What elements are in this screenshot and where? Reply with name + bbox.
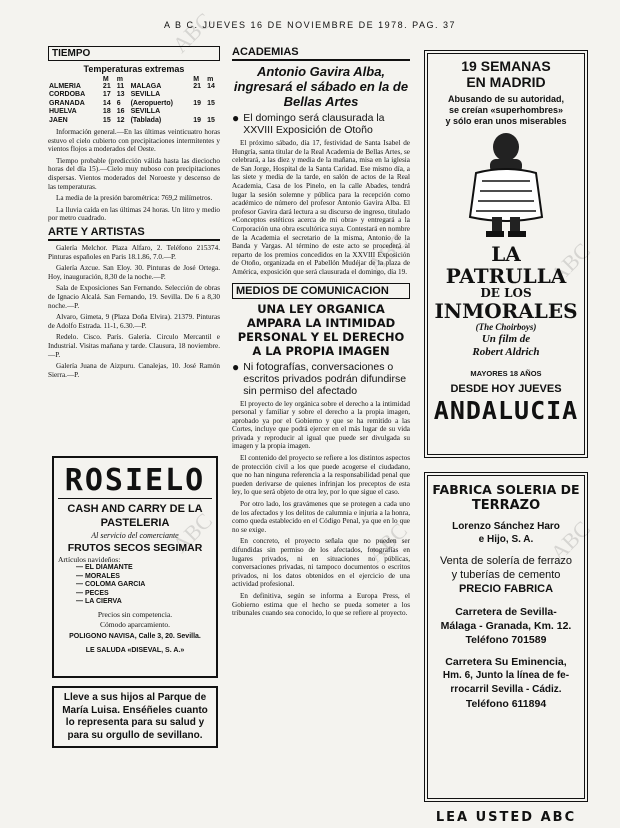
list-item: — LA CIERVA — [76, 598, 122, 605]
medios-para: En concreto, el proyecto señala que no pueden ser difundidas sin permiso de los afectados, fotografías en lugares privados, ni en situaciones no públicas, conversaciones privadas, ni tampoco documentos o escritos privados, ni los datos obtenidos en el ejercicio de una actividad profesional. — [232, 537, 410, 589]
watermark: ABC — [362, 227, 413, 278]
col-max: M — [102, 76, 109, 83]
table-row: ALMERIA 21 11 MALAGA 21 14 — [49, 83, 215, 90]
fabrica-line: Carretera Su Eminencia, — [445, 656, 567, 668]
temperature-table — [48, 76, 220, 125]
medios-para: El contenido del proyecto se refiere a los distintos aspectos de protección civil a los que puede acogerse el ciudadano, que no han ninguna referencia a la responsabilidad penal que pueden derivarse de quienes infrinjan los preceptos de esta ley, lo que será objeto de otra ley, por lo que sigue el caso. — [232, 454, 410, 497]
rosielo-line5: Artículos navideños: — [58, 555, 121, 564]
movie-title-3: INMORALES — [434, 299, 578, 323]
lea-usted-abc: LEA USTED ABC — [435, 810, 577, 825]
tiempo-para: La lluvia caída en las últimas 24 horas. Un litro y medio por metro cuadrado. — [48, 205, 220, 223]
academias-para: El próximo sábado, día 17, festividad de Santa Isabel de Hungría, santa titular de la Real Academia de Bellas Artes, se celebrará, a las diez y media de la mañana, misa en la iglesia de San Jorge, Hospital de la Santa Caridad. Ese mismo día, a las siete y media de la tarde, en salón de actos de la Real Academia, Casa de los Pinelo, en la calle Abades, tendrá lugar la sesión solemne y pública para la recepción como académico de número del profesor Antonio Gavira Alba. El profesor Gavira dará lectura a su discurso de ingreso, titulado «Conceptos estéticos acerca de mi obra» y entregará a la Corporación una obra escultórica suya. Contestará en nombre de la Academia el secretario de la misma, Antonio de la Banda y Vargas. Al término de este acto se procederá al reparto de los premios concedidos en la XXVIII Exposición de Otoño, organizada en el Pabellón Mudéjar de la plaza de América, exposición que será clausurada el domingo, día 19. — [232, 139, 410, 276]
tiempo-body — [48, 128, 220, 223]
medios-headline: UNA LEY ORGANICA AMPARA LA INTIMIDAD PERSONAL Y EL DERECHO A LA PROPIA IMAGEN — [237, 301, 405, 358]
arte-para: Galería Melchor. Plaza Alfaro, 2. Teléfono 215374. Pinturas españoles en Paris 18.1.86, 7.0.—P. — [48, 243, 220, 261]
table-row: GRANADA 14 6 (Aeropuerto) 19 15 — [49, 99, 215, 107]
col-max-2: M — [193, 76, 200, 83]
fabrica-line: Málaga - Granada, Km. 12. — [440, 620, 572, 632]
rosielo-items — [58, 564, 212, 607]
list-item: — COLOMA GARCIA — [76, 581, 146, 588]
fabrica-line: Teléfono 701589 — [465, 634, 547, 646]
semanas-line: se creían «superhombres» — [448, 105, 564, 115]
academias-bullet-text: El domingo será clausurada la XXVIII Exposición de Otoño — [243, 112, 385, 136]
fabrica-line: y tuberías de cemento — [451, 569, 561, 581]
fabrica-line: rrocarril Sevilla - Cádiz. — [450, 684, 562, 695]
tiempo-para: Tiempo probable (predicción válida hasta las dieciocho horas del día 15).—Cielo muy nuboso con precipitaciones dispersas. Vientos moderados del Noroeste y descenso de las temperaturas. — [48, 156, 220, 191]
bullet-icon: ● — [232, 359, 240, 374]
semanas-line: Abusando de su autoridad, — [447, 94, 564, 104]
medios-para: En definitiva, según se informa a Europa Press, el Gobierno estima que el hecho se pueda someter a los tribunales cuando sea conocido, lo que se refiere al proyecto. — [232, 591, 410, 618]
col-min: m — [116, 76, 123, 83]
rosielo-line7: Cómodo aparcamiento. — [100, 619, 170, 629]
list-item: — EL DIAMANTE — [76, 564, 133, 571]
medios-body — [232, 399, 413, 618]
lleve-ad — [52, 686, 218, 748]
col-min-2: m — [207, 76, 214, 83]
rosielo-line9: LE SALUDA «DISEVAL, S. A.» — [85, 646, 185, 654]
arte-body — [48, 244, 220, 379]
release-day: DESDE HOY JUEVES — [450, 383, 562, 395]
medios-para: El proyecto de ley orgánica sobre el derecho a la intimidad personal y familiar y sobre el derecho a la propia imagen, aprobado ya por el Gobierno y que se ha remitido a las Cortes, incluye que podrá ejercer en el más lugar de su vida privada y reproducir al igual que puede ser divulgada su imagen y la propia imagen. — [232, 399, 410, 451]
page-header: A B C. JUEVES 16 DE NOVIEMBRE DE 1978. PAG. 37 — [164, 20, 456, 30]
list-item: — MORALES — [76, 572, 120, 580]
watermark: ABC — [545, 237, 596, 288]
column-left — [48, 46, 220, 382]
semanas-line: EN MADRID — [466, 74, 546, 90]
table-row: HUELVA 18 16 SEVILLA — [49, 108, 161, 116]
semanas-line: y sólo eran unos miserables — [445, 116, 567, 126]
medios-para: Por otro lado, los gravámenes que se protegen a cada uno de los afectados y los delitos de calumnia e injuria a la honra, como queda establecido en el Código Penal, ya que en lo que no se exige. — [232, 500, 410, 534]
arte-para: Sala de Exposiciones San Fernando. Selección de obras de Ignacio Alcalá. San Fernando, 19. Sevilla. De 6 a 8,30 noche.—P. — [48, 284, 220, 310]
arte-para: Galería Juana de Aizpuru. Canalejas, 10. José Ramón Sierra.—P. — [48, 362, 220, 379]
tiempo-para: La media de la presión barométrica: 769,2 milímetros. — [56, 194, 213, 203]
academias-headline: Antonio Gavira Alba, ingresará el sábado en la de Bellas Artes — [233, 64, 409, 109]
movie-credit: Un film de — [481, 333, 531, 345]
rosielo-ad — [52, 456, 218, 678]
movie-title-1: LA PATRULLA — [445, 242, 567, 288]
movie-original-title: (The Choirboys) — [475, 322, 537, 332]
fabrica-line: FABRICA SOLERIA DE — [432, 482, 580, 497]
list-item: — PECES — [76, 589, 109, 597]
medios-bullet — [232, 361, 410, 397]
rosielo-line4: FRUTOS SECOS SEGIMAR — [67, 542, 203, 554]
movie-director: Robert Aldrich — [472, 346, 540, 358]
watermark: ABC — [167, 7, 218, 58]
fabrica-line: PRECIO FABRICA — [458, 583, 554, 595]
lleve-text: Lleve a sus hijos al Parque de María Luisa. Enséñeles cuanto lo representa para su salud y para su orgullo de sevillano. — [62, 692, 208, 741]
watermark: ABC — [167, 507, 218, 558]
rosielo-line6: Precios sin competencia. — [97, 609, 173, 619]
table-row: CORDOBA 17 13 SEVILLA — [49, 91, 161, 99]
fabrica-ad — [424, 472, 588, 802]
fabrica-line: Hm. 6, Junto la línea de fe- — [442, 670, 570, 681]
watermark: ABC — [545, 515, 596, 566]
tiempo-title: TIEMPO — [48, 46, 220, 61]
bullet-icon: ● — [232, 111, 240, 125]
semanas-line: 19 SEMANAS — [461, 58, 551, 74]
cinema-name: ANDALUCIA — [433, 396, 579, 425]
academias-bullet — [232, 112, 410, 136]
fabrica-line: Teléfono 611894 — [465, 698, 547, 710]
medios-label: MEDIOS DE COMUNICACION — [232, 283, 410, 299]
age-rating: MAYORES 18 AÑOS — [470, 369, 542, 378]
movie-title-2: DE LOS — [480, 286, 532, 300]
rosielo-line1: CASH AND CARRY DE LA — [67, 503, 203, 515]
rosielo-name: ROSIELO — [58, 464, 212, 499]
tiempo-subtitle: Temperaturas extremas — [83, 64, 185, 74]
medios-bullet-text: Ni fotografías, conversaciones o escritos privados podrán difundirse sin permiso del afectado — [243, 360, 407, 397]
rosielo-line2: PASTELERIA — [100, 517, 170, 529]
fabrica-line: Carretera de Sevilla- — [455, 606, 557, 618]
academias-label: ACADEMIAS — [232, 46, 410, 61]
choirboy-illustration — [446, 129, 566, 239]
rosielo-line3: Al servicio del comerciante — [91, 531, 179, 540]
table-row: JAEN 15 12 (Tablada) 19 15 — [49, 116, 215, 124]
arte-para: Alvaro, Gimeta, 9 (Plaza Doña Elvira). 21379. Pinturas de Adolfo Estrada. 11-1, 6.30.—P. — [48, 313, 220, 330]
fabrica-line: e Hijo, S. A. — [478, 534, 534, 545]
fabrica-line: TERRAZO — [471, 498, 541, 513]
tiempo-para: Información general.—En las últimas veinticuatro horas estuvo el cielo cubierto con precipitaciones intermitentes y vientos flojos a moderados del Oeste. — [48, 128, 220, 154]
arte-para: Redelo. Cisco. París. Galería. Circulo Mercantil e Industrial. Visitas mañana y tarde. Clausura, 18 noviembre.—P. — [48, 333, 220, 359]
watermark: ABC — [362, 517, 413, 568]
arte-para: Galería Azcue. San Eloy. 30. Pinturas de José Ortega. Hoy, inauguración, 8,30 de la noche.—P. — [48, 264, 220, 281]
fabrica-line: Lorenzo Sánchez Haro — [452, 521, 560, 532]
fabrica-line: Venta de solería de ferrazo — [439, 555, 573, 567]
arte-title: ARTE Y ARTISTAS — [48, 226, 220, 241]
rosielo-line8: POLIGONO NAVISA, Calle 3, 20. Sevilla. — [69, 632, 201, 640]
